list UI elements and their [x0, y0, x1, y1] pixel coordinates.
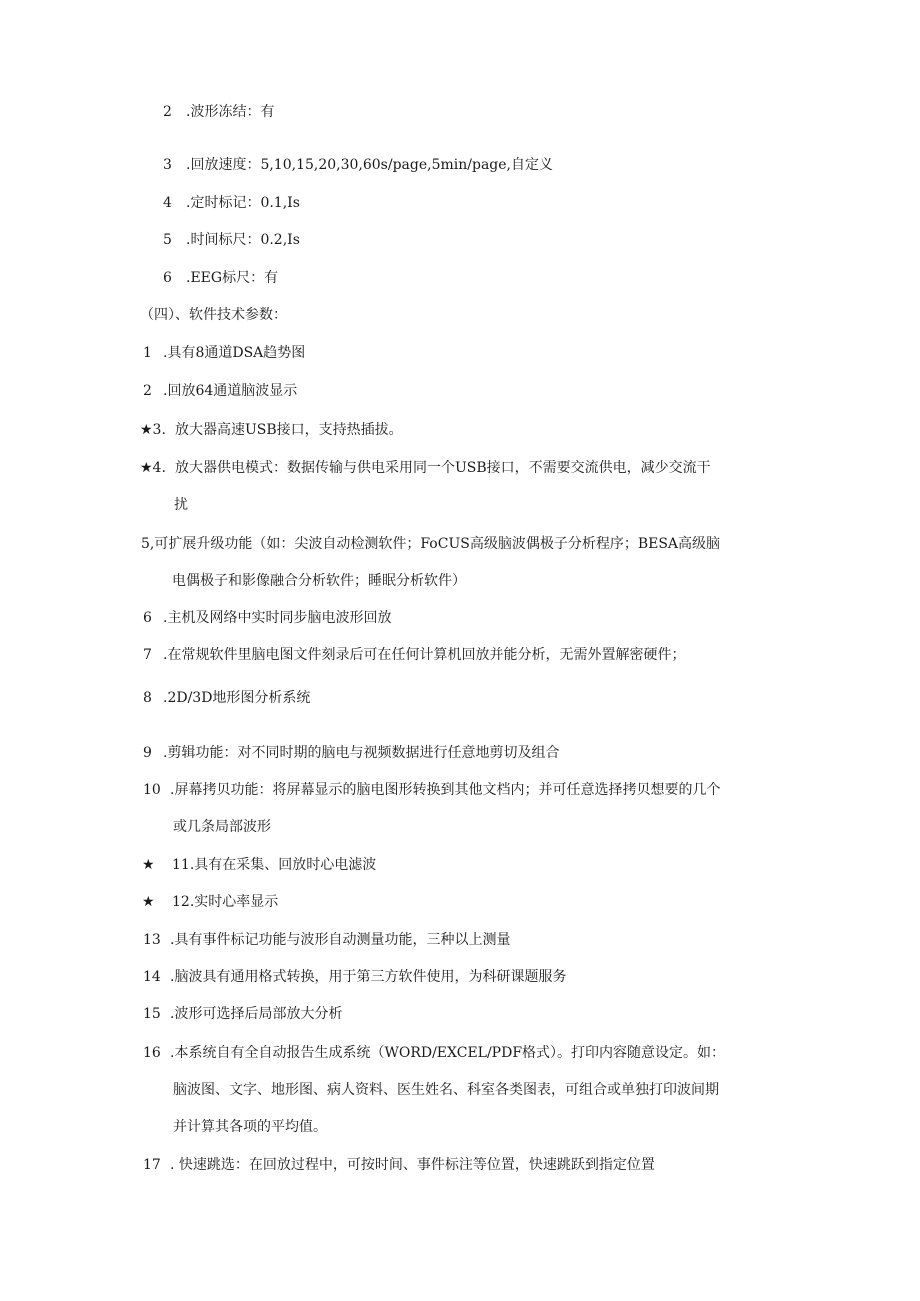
star-icon: ★: [142, 857, 155, 873]
item-text: 放大器供电模式：数据传输与供电采用同一个USB接口，不需要交流供电，减少交流干: [175, 460, 711, 476]
item-number: 16: [143, 1045, 161, 1061]
item-number: 2: [163, 104, 172, 120]
item-number: 15: [143, 1006, 161, 1022]
item-number: 17: [143, 1157, 161, 1173]
item-text: 5,可扩展升级功能（如：尖波自动检测软件；FoCUS高级脑波偶极子分析程序；BESA高级脑: [141, 536, 721, 552]
item-number: 8: [143, 690, 152, 706]
item-text: 放大器高速USB接口，支持热插拔。: [175, 422, 403, 438]
item-text: .EEG标尺：有: [186, 270, 279, 286]
star-item-number: ★4.: [140, 460, 166, 476]
item-text: 11.具有在采集、回放时心电滤波: [172, 857, 377, 873]
item-text-continuation: 脑波图、文字、地形图、病人资料、医生姓名、科室各类图表，可组合或单独打印波间期: [173, 1082, 719, 1098]
item-number: 1: [143, 345, 152, 361]
item-number: 2: [143, 383, 152, 399]
item-text: .2D/3D地形图分析系统: [163, 690, 311, 706]
item-number: 14: [143, 969, 161, 985]
item-text: .剪辑功能：对不同时期的脑电与视频数据进行任意地剪切及组合: [163, 745, 560, 761]
item-text-continuation: 电偶极子和影像融合分析软件；睡眠分析软件）: [172, 573, 466, 589]
item-number: 5: [163, 232, 172, 248]
star-item-number: ★3.: [140, 422, 166, 438]
item-text: .主机及网络中实时同步脑电波形回放: [163, 610, 392, 626]
item-text: .波形可选择后局部放大分析: [170, 1006, 343, 1022]
item-text: .定时标记：0.1,Is: [186, 195, 300, 211]
item-text-continuation: 或几条局部波形: [173, 819, 271, 835]
item-number: 9: [143, 745, 152, 761]
item-text: .波形冻结：有: [186, 104, 275, 120]
item-text: . 快速跳选：在回放过程中，可按时间、事件标注等位置，快速跳跃到指定位置: [170, 1157, 655, 1173]
item-text: .具有事件标记功能与波形自动测量功能，三种以上测量: [170, 932, 511, 948]
item-text: .本系统自有全自动报告生成系统（WORD/EXCEL/PDF格式）。打印内容随意设定。如：: [170, 1045, 726, 1061]
item-number: 4: [163, 195, 172, 211]
item-text: .时间标尺：0.2,Is: [186, 232, 300, 248]
item-text: .回放64通道脑波显示: [163, 383, 298, 399]
item-text-continuation: 并计算其各项的平均值。: [173, 1119, 327, 1135]
item-text-continuation: 扰: [174, 497, 188, 513]
item-number: 6: [143, 610, 152, 626]
item-number: 13: [143, 932, 161, 948]
item-text: .在常规软件里脑电图文件刻录后可在任何计算机回放并能分析，无需外置解密硬件；: [163, 647, 686, 663]
section-heading: （四）、软件技术参数：: [140, 307, 287, 323]
item-text: .具有8通道DSA趋势图: [163, 345, 306, 361]
item-text: .屏幕拷贝功能：将屏幕显示的脑电图形转换到其他文档内；并可任意选择拷贝想要的几个: [170, 782, 721, 798]
item-text: 12.实时心率显示: [172, 894, 279, 910]
item-number: 10: [143, 782, 161, 798]
item-text: .回放速度：5,10,15,20,30,60s/page,5min/page,自定义: [186, 157, 553, 173]
item-number: 6: [163, 270, 172, 286]
star-icon: ★: [142, 894, 155, 910]
item-number: 3: [163, 157, 172, 173]
item-number: 7: [143, 647, 152, 663]
item-text: .脑波具有通用格式转换，用于第三方软件使用，为科研课题服务: [170, 969, 567, 985]
